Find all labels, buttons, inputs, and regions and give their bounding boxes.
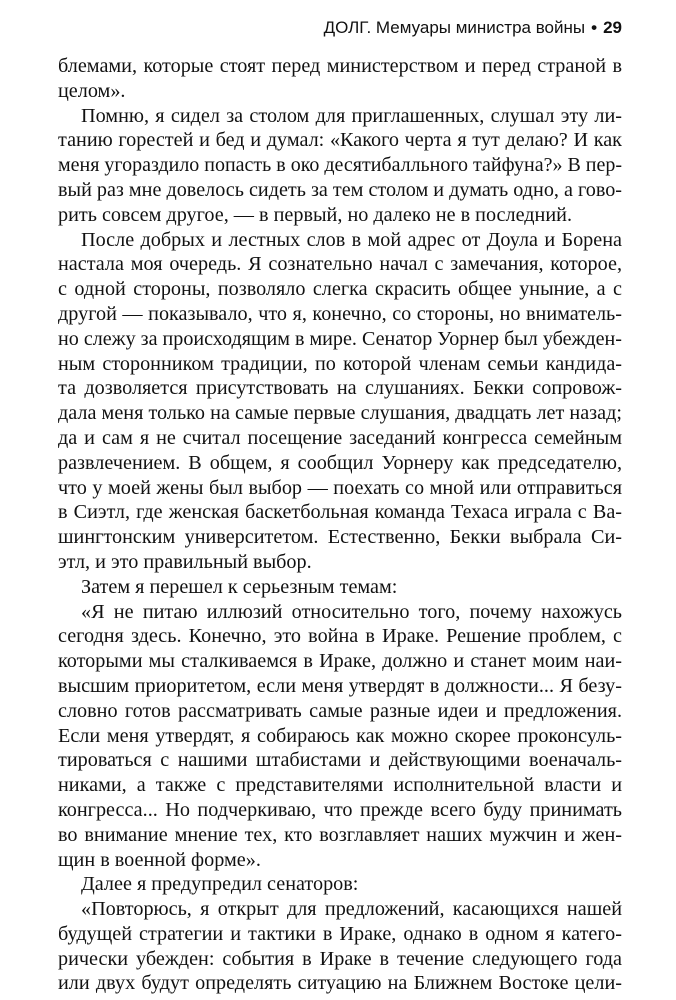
text-line: шингтонским университетом. Естественно, Бекки выбрала Си-: [58, 526, 622, 549]
text-line: сегодня здесь. Конечно, это война в Ираке. Решение проблем, с: [58, 625, 622, 648]
text-line: словно готов рассматривать самые разные идеи и предложения.: [58, 699, 622, 722]
text-line: что у моей жены был выбор — поехать со мной или отправиться: [58, 476, 622, 499]
text-line: этл, и это правильный выбор.: [58, 550, 312, 573]
text-line: конгресса... Но подчеркиваю, что прежде всего буду принимать: [58, 798, 622, 821]
body-text: [58, 54, 622, 996]
text-line: «Я не питаю иллюзий относительно того, почему нахожусь: [81, 600, 622, 623]
text-line: Затем я перешел к серьезным темам:: [81, 575, 398, 598]
text-line: дала меня только на самые первые слушания, двадцать лет назад;: [58, 402, 622, 425]
text-line: будущей стратегии и тактики в Ираке, однако в одном я катего-: [58, 922, 622, 945]
text-line: После добрых и лестных слов в мой адрес от Доула и Борена: [81, 228, 622, 251]
book-title: ДОЛГ. Мемуары министра войны: [323, 18, 586, 37]
text-line: другой — показывало, что я, конечно, со стороны, но вниматель-: [58, 302, 622, 325]
text-line: развлечением. В общем, я сообщил Уорнеру как председателю,: [58, 451, 622, 474]
text-line: тироваться с нашими штабистами и действующими военачаль-: [58, 749, 622, 772]
header-separator: •: [591, 18, 598, 37]
text-line: которыми мы сталкиваемся в Ираке, должно и станет моим наи-: [58, 650, 622, 673]
text-line: никами, а также с представителями исполнительной власти и: [58, 774, 622, 797]
text-line: Если меня утвердят, я собираюсь как можно скорее проконсуль-: [58, 724, 622, 747]
text-line: вый раз мне довелось сидеть за тем столом и думать одно, а гово-: [58, 178, 622, 201]
page-number: 29: [603, 18, 622, 37]
text-line: с одной стороны, позволяло слегка скрасить общее уныние, а с: [58, 278, 622, 301]
text-line: ным сторонником традиции, по которой членам семьи кандида-: [58, 352, 622, 375]
text-line: та дозволяется присутствовать на слушаниях. Бекки сопровож-: [58, 377, 622, 400]
text-line: Далее я предупредил сенаторов:: [81, 873, 359, 896]
text-line: Помню, я сидел за столом для приглашенных, слушал эту ли-: [81, 104, 622, 127]
text-line: танию горестей и бед и думал: «Какого черта я тут делаю? И как: [58, 129, 622, 152]
text-line: в Сиэтл, где женская баскетбольная команда Техаса играла с Ва-: [58, 501, 622, 524]
text-line: но слежу за происходящим в мире. Сенатор Уорнер был убежден-: [58, 327, 622, 350]
text-line: да и сам я не считал посещение заседаний конгресса семейным: [58, 426, 622, 449]
text-line: блемами, которые стоят перед министерством и перед страной в: [58, 55, 622, 77]
running-header: [324, 18, 622, 38]
text-line: меня угораздило попасть в око десятибалльного тайфуна?» В пер-: [58, 154, 622, 177]
text-line: целом».: [58, 79, 126, 102]
text-line: рить совсем другое, — в первый, но далеко не в последний.: [58, 203, 573, 226]
text-line: настала моя очередь. Я сознательно начал с замечания, которое,: [58, 253, 622, 276]
text-line: «Повторюсь, я открыт для предложений, касающихся нашей: [81, 898, 622, 921]
text-line: высшим приоритетом, если меня утвердят в должности... Я безу-: [58, 674, 622, 697]
text-line: во внимание мнение тех, кто возглавляет наших мужчин и жен-: [58, 823, 622, 846]
text-line: щин в военной форме».: [58, 848, 261, 871]
text-line: рически убежден: события в Ираке в течение следующего года: [58, 947, 622, 970]
text-line: или двух будут определять ситуацию на Ближнем Востоке цели-: [58, 972, 622, 995]
